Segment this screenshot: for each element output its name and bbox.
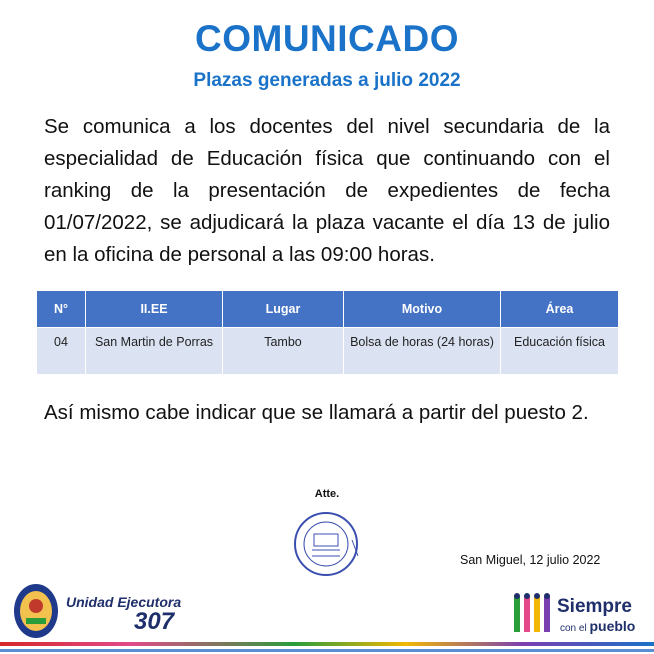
cell-school: San Martin de Porras [86, 328, 223, 375]
footer-banner [0, 574, 654, 654]
date-line: San Miguel, 12 julio 2022 [460, 553, 601, 567]
additional-paragraph: Así mismo cabe indicar que se llamará a partir del puesto 2. [44, 401, 589, 424]
column-header-school: II.EE [86, 291, 223, 328]
page-subtitle: Plazas generadas a julio 2022 [193, 70, 461, 91]
slogan-main: Siempre [557, 596, 632, 617]
cell-reason: Bolsa de horas (24 horas) [344, 328, 501, 375]
column-header-number: N° [37, 291, 86, 328]
slogan-sub [560, 618, 635, 634]
announcement-paragraph: Se comunica a los docentes del nivel secundaria de la especialidad de Educación física que continuando con el ranking de la presentación de expedientes de fecha 01/07/2022, se adjudicará la plaza vacante el día 13 de julio en la oficina de personal a las 09:00 horas. [44, 115, 610, 266]
slogan-bold: pueblo [589, 618, 636, 634]
cell-number: 04 [37, 328, 86, 375]
vacancy-table [36, 290, 619, 375]
footer-blue-stripe [0, 649, 654, 652]
column-header-reason: Motivo [344, 291, 501, 328]
table-header-row [37, 291, 619, 328]
column-header-place: Lugar [223, 291, 344, 328]
stamp-seal-icon [292, 510, 360, 578]
slogan-prefix: con el [560, 623, 587, 634]
page-title: COMUNICADO [195, 18, 459, 59]
footer-color-stripe [0, 642, 654, 646]
slogan-figures-logo [512, 592, 554, 638]
official-stamp [292, 510, 360, 578]
closing-text: Atte. [314, 488, 340, 500]
cell-place: Tambo [223, 328, 344, 375]
column-header-area: Área [501, 291, 619, 328]
table-row [37, 328, 619, 375]
cell-area: Educación física [501, 328, 619, 375]
unit-number: 307 [134, 608, 175, 635]
unit-label: Unidad Ejecutora [66, 594, 182, 610]
unit-crest-logo [12, 582, 60, 640]
